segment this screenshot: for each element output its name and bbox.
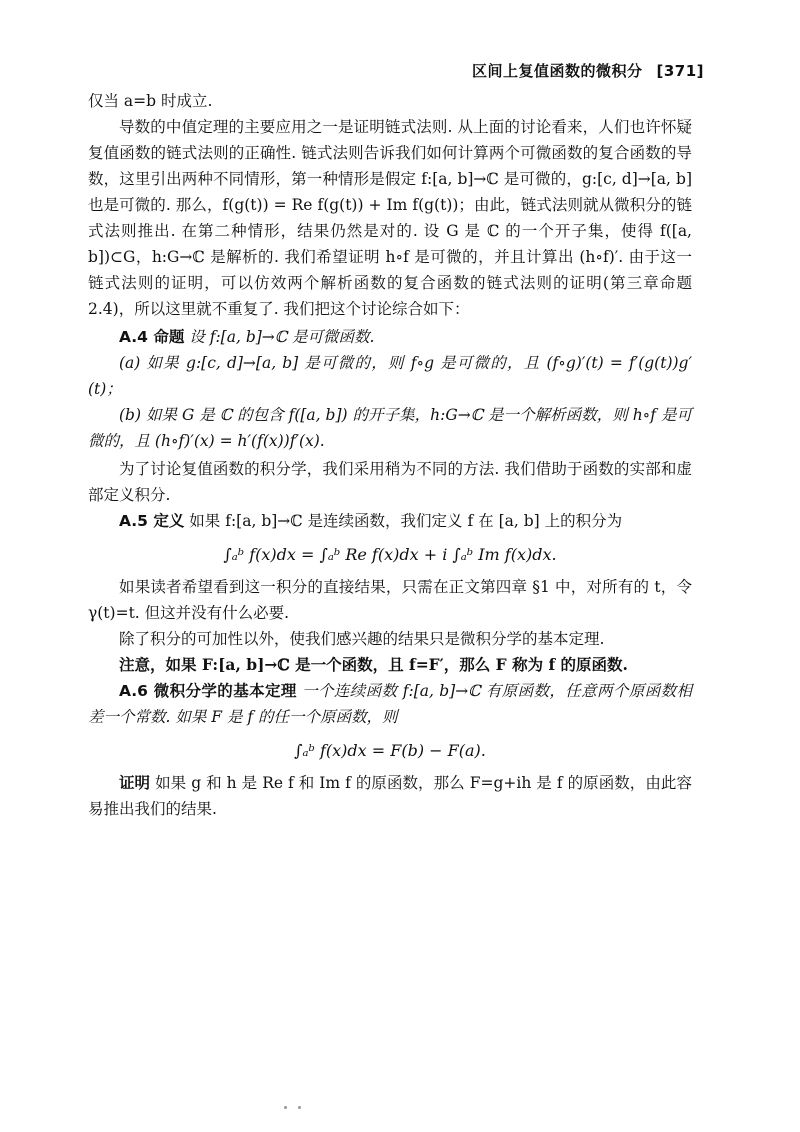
proposition-a4 xyxy=(88,324,692,454)
theorem-text: 一个连续函数 f:[a, b]→ℂ 有原函数，任意两个原函数相差一个常数. 如果 F 是 f 的任一个原函数，则 xyxy=(88,682,692,726)
header-title: 区间上复值函数的微积分 xyxy=(471,62,643,80)
integral-definition-formula: ∫ₐᵇ f(x)dx = ∫ₐᵇ Re f(x)dx + i ∫ₐᵇ Im f(x)dx. xyxy=(223,545,557,564)
running-header xyxy=(472,60,704,81)
paragraph-2: 为了讨论复值函数的积分学，我们采用稍为不同的方法. 我们借助于函数的实部和虚部定义积分. xyxy=(88,460,692,504)
definition-text: 如果 f:[a, b]→ℂ 是连续函数，我们定义 f 在 [a, b] 上的积分为 xyxy=(189,512,623,530)
proof-label: 证明 xyxy=(119,774,151,792)
proof-text: 如果 g 和 h 是 Re f 和 Im f 的原函数，那么 F=g+ih 是 f 的原函数，由此容易推出我们的结果. xyxy=(88,774,692,818)
proposition-item-b: (b) 如果 G 是 ℂ 的包含 f([a, b]) 的开子集，h:G→ℂ 是一个解析函数，则 h∘f 是可微的，且 (h∘f)′(x) = h′(f(x))f′(x). xyxy=(88,406,692,450)
paragraph-3: 如果读者希望看到这一积分的直接结果，只需在正文第四章 §1 中，对所有的 t，令 γ(t)=t. 但这并没有什么必要. xyxy=(88,578,692,622)
scan-speck xyxy=(298,1106,301,1109)
theorem-label: A.6 微积分学的基本定理 xyxy=(119,682,297,700)
theorem-a6 xyxy=(88,678,692,764)
proposition-intro: 设 f:[a, b]→ℂ 是可微函数. xyxy=(189,328,375,346)
proof-block xyxy=(88,770,692,822)
main-text xyxy=(88,88,692,822)
definition-label: A.5 定义 xyxy=(119,512,185,530)
definition-a5 xyxy=(88,508,692,568)
proposition-item-a: (a) 如果 g:[c, d]→[a, b] 是可微的，则 f∘g 是可微的，且 (f∘g)′(t) = f′(g(t))g′(t)； xyxy=(88,354,692,398)
proposition-label: A.4 命题 xyxy=(119,328,185,346)
paragraph-5: 注意，如果 F:[a, b]→ℂ 是一个函数，且 f=F′，那么 F 称为 f 的原函数. xyxy=(119,655,628,674)
paragraph-0: 仅当 a=b 时成立. xyxy=(88,92,213,110)
paragraph-1: 导数的中值定理的主要应用之一是证明链式法则. 从上面的讨论看来，人们也许怀疑复值函数的链式法则的正确性. 链式法则告诉我们如何计算两个可微函数的复合函数的导数，这里引出两种不同情形，第一种情形是假定 f:[a, b]→ℂ 是可微的，g:[c, d]→[a, b] 也是可微的. 那么，f(g(t)) = Re f(g(t)) + Im f(g(t))；由此，链式法则就从微积分的链式法则推出. 在第二种情形，结果仍然是对的. 设 G 是 ℂ 的一个开子集，使得 f([a, b])⊂G，h:G→ℂ 是解析的. 我们希望证明 h∘f 是可微的，并且计算出 (h∘f)′. 由于这一链式法则的证明，可以仿效两个解析函数的复合函数的链式法则的证明(第三章命题 2.4)，所以这里就不重复了. 我们把这个讨论综合如下： xyxy=(88,118,692,318)
scan-speck xyxy=(284,1106,287,1109)
paragraph-4: 除了积分的可加性以外，使我们感兴趣的结果只是微积分学的基本定理. xyxy=(119,630,605,648)
fundamental-theorem-formula: ∫ₐᵇ f(x)dx = F(b) − F(a). xyxy=(294,741,486,760)
page-number: [371] xyxy=(656,62,704,80)
